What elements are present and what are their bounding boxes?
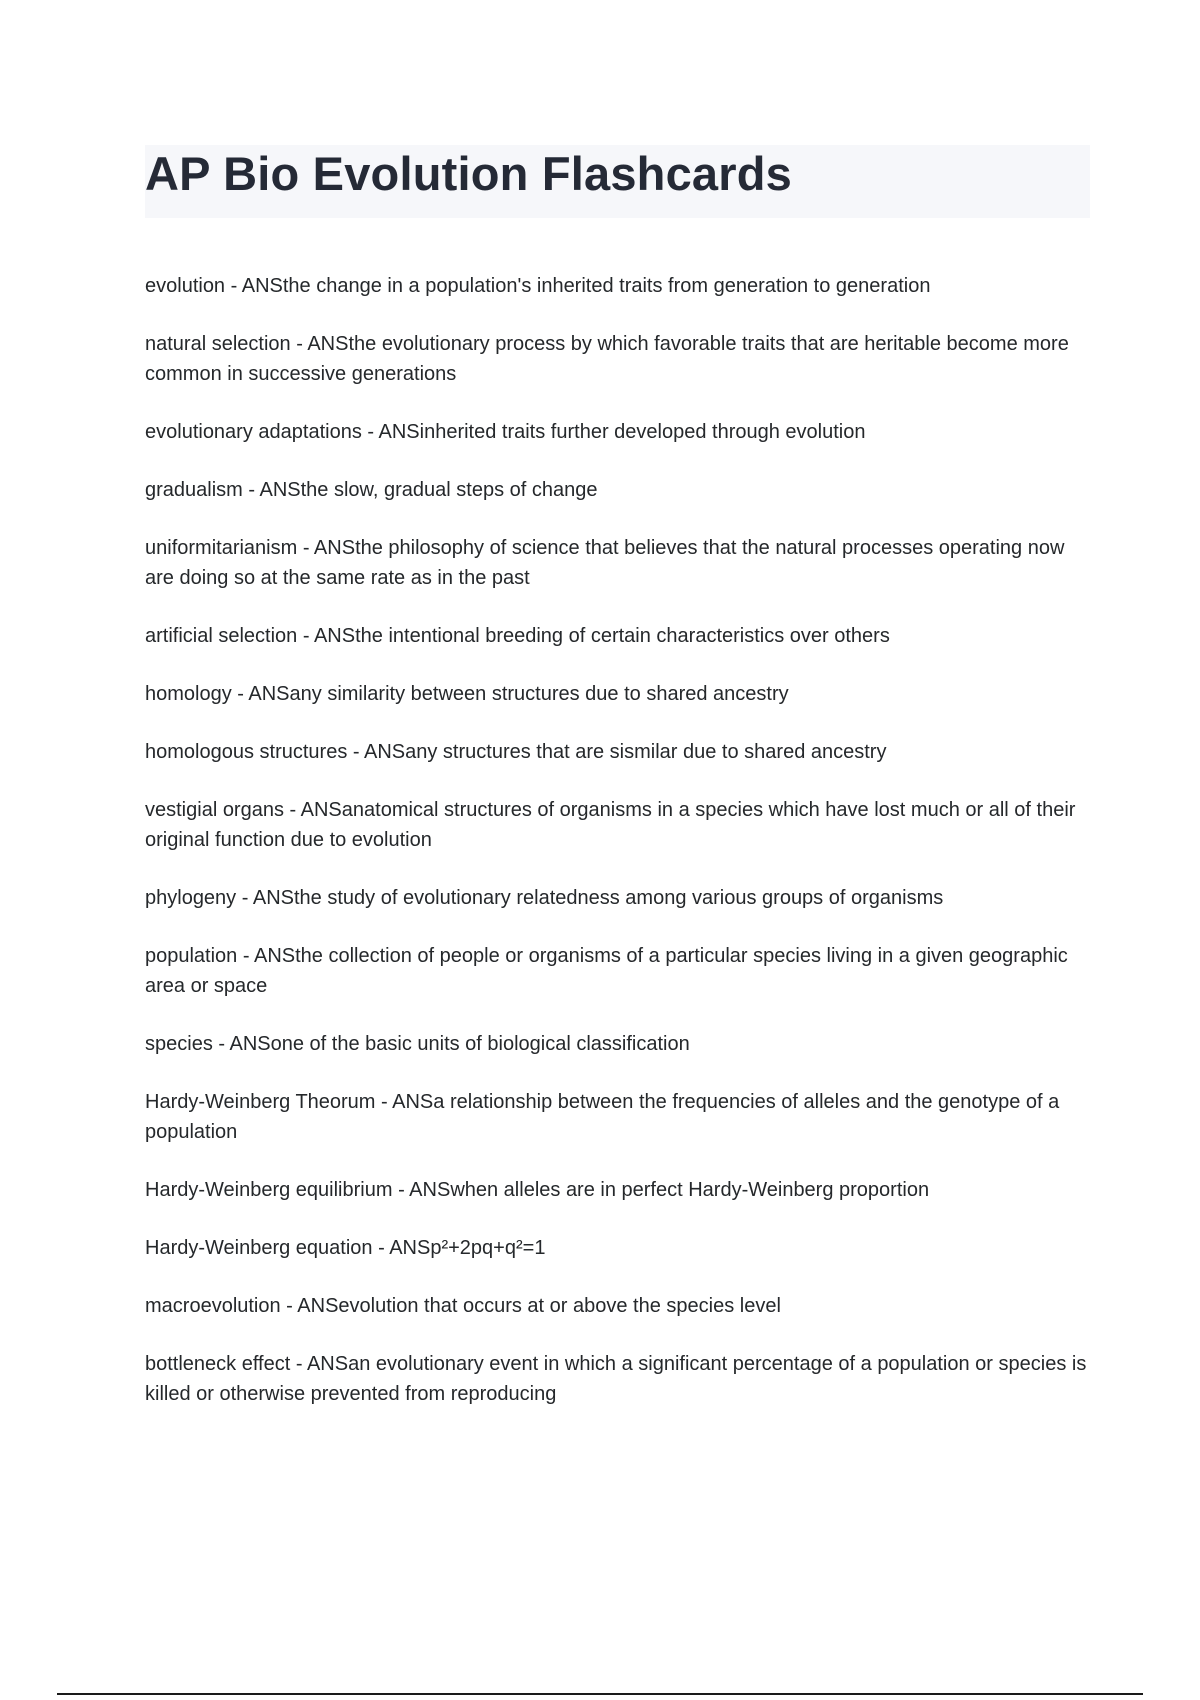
flashcard-term: bottleneck effect	[145, 1353, 291, 1375]
answer-separator: - ANS	[236, 887, 294, 909]
flashcard-item	[145, 417, 1095, 447]
flashcard-item	[145, 1233, 1095, 1263]
flashcard-definition: one of the basic units of biological classification	[270, 1033, 690, 1055]
flashcard-item	[145, 737, 1095, 767]
flashcard-term: vestigial organs	[145, 799, 284, 821]
flashcard-term: macroevolution	[145, 1295, 281, 1317]
answer-separator: - ANS	[280, 1295, 339, 1317]
flashcard-definition: the slow, gradual steps of change	[300, 479, 598, 501]
answer-separator: - ANS	[231, 683, 290, 705]
flashcard-item	[145, 1349, 1095, 1409]
flashcard-definition: the intentional breeding of certain characteristics over others	[355, 625, 890, 647]
flashcard-term: evolution	[145, 275, 226, 297]
flashcard-term: uniformitarianism	[145, 537, 298, 559]
flashcard-definition: any similarity between structures due to shared ancestry	[289, 683, 789, 705]
flashcard-item	[145, 475, 1095, 505]
flashcard-term: phylogeny	[145, 887, 237, 909]
flashcard-item	[145, 329, 1095, 389]
flashcard-item	[145, 1029, 1095, 1059]
flashcard-item	[145, 679, 1095, 709]
flashcard-term: evolutionary adaptations	[145, 421, 362, 443]
flashcard-item	[145, 533, 1095, 593]
answer-separator: - ANS	[212, 1033, 271, 1055]
flashcard-definition: the evolutionary process by which favorable traits that are heritable become more common in successive generations	[145, 333, 1069, 385]
flashcard-definition: the collection of people or organisms of a particular species living in a given geographic area or space	[145, 945, 1068, 997]
flashcard-term: artificial selection	[145, 625, 298, 647]
answer-separator: - ANS	[283, 799, 342, 821]
flashcard-definition: p²+2pq+q²=1	[430, 1237, 546, 1259]
flashcard-definition: the philosophy of science that believes that the natural processes operating now are doing so at the same rate as in the past	[145, 537, 1065, 589]
flashcard-definition: when alleles are in perfect Hardy-Weinberg proportion	[450, 1179, 930, 1201]
flashcard-item	[145, 883, 1095, 913]
flashcard-definition: any structures that are sismilar due to shared ancestry	[405, 741, 887, 763]
flashcard-item	[145, 621, 1095, 651]
answer-separator: - ANS	[290, 333, 349, 355]
flashcard-item	[145, 271, 1095, 301]
answer-separator: - ANS	[375, 1091, 434, 1113]
flashcard-definition: the change in a population's inherited traits from generation to generation	[282, 275, 931, 297]
flashcard-definition: inherited traits further developed through evolution	[419, 421, 866, 443]
flashcard-item	[145, 1291, 1095, 1321]
answer-separator: - ANS	[297, 625, 356, 647]
answer-separator: - ANS	[347, 741, 406, 763]
flashcard-list	[145, 271, 1095, 1437]
flashcard-term: Hardy-Weinberg Theorum	[145, 1091, 376, 1113]
flashcard-term: Hardy-Weinberg equation	[145, 1237, 373, 1259]
flashcard-term: species	[145, 1033, 213, 1055]
answer-separator: - ANS	[392, 1179, 451, 1201]
answer-separator: - ANS	[225, 275, 283, 297]
flashcard-definition: an evolutionary event in which a significant percentage of a population or species is killed or otherwise prevented from reproducing	[145, 1353, 1087, 1405]
answer-separator: - ANS	[242, 479, 301, 501]
flashcard-definition: the study of evolutionary relatedness among various groups of organisms	[293, 887, 944, 909]
flashcard-term: homology	[145, 683, 232, 705]
answer-separator: - ANS	[297, 537, 356, 559]
answer-separator: - ANS	[237, 945, 296, 967]
flashcard-term: natural selection	[145, 333, 291, 355]
page-title: AP Bio Evolution Flashcards	[145, 147, 792, 200]
footer-divider	[57, 1693, 1143, 1695]
flashcard-item	[145, 941, 1095, 1001]
flashcard-term: homologous structures	[145, 741, 348, 763]
flashcard-term: Hardy-Weinberg equilibrium	[145, 1179, 393, 1201]
answer-separator: - ANS	[290, 1353, 349, 1375]
flashcard-item	[145, 1087, 1095, 1147]
answer-separator: - ANS	[361, 421, 420, 443]
answer-separator: - ANS	[372, 1237, 431, 1259]
flashcard-definition: a relationship between the frequencies of alleles and the genotype of a population	[145, 1091, 1060, 1143]
flashcard-term: gradualism	[145, 479, 243, 501]
flashcard-definition: evolution that occurs at or above the species level	[338, 1295, 781, 1317]
flashcard-item	[145, 795, 1095, 855]
flashcard-item	[145, 1175, 1095, 1205]
flashcard-term: population	[145, 945, 238, 967]
flashcard-definition: anatomical structures of organisms in a species which have lost much or all of their original function due to evolution	[145, 799, 1076, 851]
